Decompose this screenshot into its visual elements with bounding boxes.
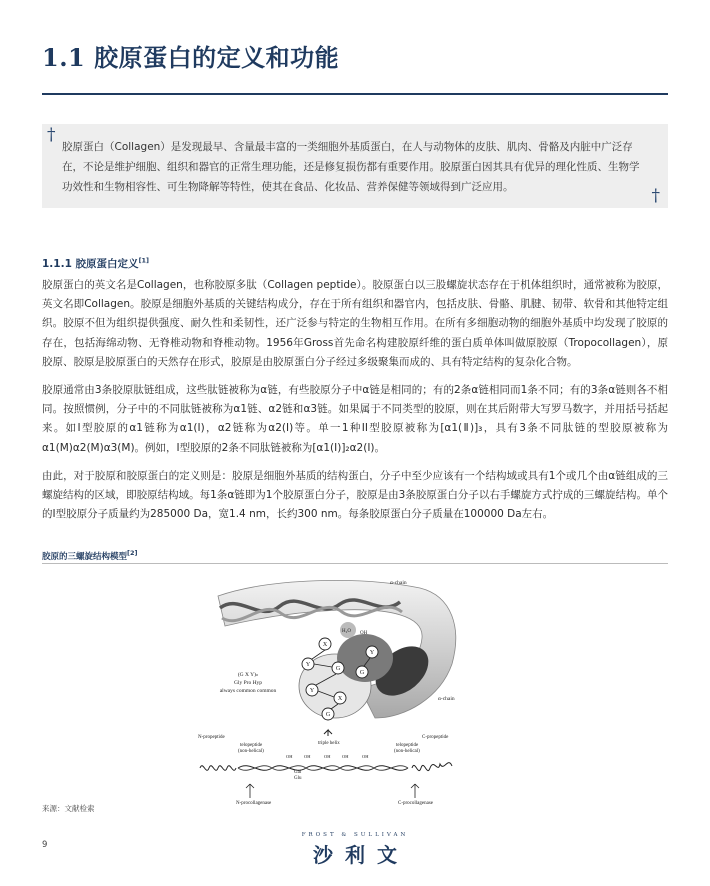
oh-label: OH <box>324 754 331 759</box>
c-procollagenase-label: C-procollagenase <box>398 801 433 806</box>
alpha-chain-label: α-chain <box>438 696 455 702</box>
triple-helix-chain <box>238 766 408 771</box>
collagen-triple-helix-figure <box>190 568 480 808</box>
paragraph: 胶原通常由3条胶原肽链组成，这些肽链被称为α链，有些胶原分子中α链是相同的；有的2条α链相同而1条不同；有的3条α链则各不相同。按照惯例，分子中的不同肽链被称为α1链、α2链和α3链。如果属于不同类型的胶原，则在其后附带大写罗马数字，并用括号括起来。如I型胶原的α1链称为α1(I)，α2链称为α2(I)等。单一1种II型胶原被称为[α1(Ⅱ)]₃，具有3条不同肽链的型胶原被称为α1(M)α2(M)α3(M)。例如，I型胶原的2条不同肽链被称为[α1(I)]₂α2(I)。 <box>42 384 668 454</box>
water-label: H₂O <box>342 629 351 634</box>
residue-g: G <box>359 670 365 676</box>
non-helical-label: (non-helical) <box>394 749 420 754</box>
residue-x: X <box>337 696 343 702</box>
oh-label: OH <box>286 754 293 759</box>
page-title: 1.1 胶原蛋白的定义和功能 <box>42 43 340 72</box>
section-heading-text: 1.1.1 胶原蛋白定义 <box>42 258 139 270</box>
logo-english: FROST & SULLIVAN <box>301 832 409 838</box>
summary-text: 胶原蛋白（Collagen）是发现最早、含量最丰富的一类细胞外基质蛋白，在人与动物体的皮肤、肌肉、骨骼及内脏中广泛存在，不论是维护细胞、组织和器官的正常生理功能，还是修复损伤都有重要作用。胶原蛋白因其具有优异的理化性质、生物学功效性和生物相容性、可生物降解等特性，使其在食品、化妆品、营养保健等领域得到广泛应用。 <box>62 141 640 193</box>
residue-g: G <box>325 712 331 718</box>
telopeptide-label: telopeptide <box>240 743 263 748</box>
oh-label: OH <box>342 754 349 759</box>
alpha-chain-label: α-chain <box>390 580 407 586</box>
body-text <box>42 276 668 533</box>
title-divider <box>42 93 668 95</box>
residue-y: Y <box>309 688 315 694</box>
figure-reference: [2] <box>127 549 138 557</box>
figure-title-text: 胶原的三螺旋结构模型 <box>42 551 128 562</box>
figure-source: 来源：文献检索 <box>42 804 95 813</box>
paragraph: 由此，对于胶原和胶原蛋白的定义则是：胶原是细胞外基质的结构蛋白，分子中至少应该有一个结构域或具有1个或几个由α链组成的三螺旋结构的区域，即胶原结构域。每1条α链即为1个胶原蛋白分子，胶原是由3条胶原蛋白分子以右手螺旋方式拧成的三螺旋结构。单个的I型胶原分子质量约为285000 Da，宽1.4 nm，长约300 nm。每条胶原蛋白分子质量在100000 Da左右。 <box>42 469 668 521</box>
formula-residues-label: Gly Pro Hyp <box>233 680 263 686</box>
logo-chinese: 沙利文 <box>313 843 409 867</box>
glu-label: Glu <box>294 776 302 781</box>
formula-label: (G X Y)ₙ <box>237 672 259 678</box>
residue-y: Y <box>305 662 311 668</box>
residue-g: G <box>335 666 341 672</box>
n-procollagenase-label: N-procollagenase <box>236 801 272 806</box>
gal-label: Gal <box>294 770 302 775</box>
residue-y: Y <box>369 650 375 656</box>
n-propeptide-label: N-propeptide <box>198 735 225 740</box>
non-helical-label: (non-helical) <box>238 749 264 754</box>
c-propeptide-label: C-propeptide <box>422 735 449 740</box>
dagger-mark-top: † <box>47 125 56 145</box>
dagger-mark-bottom: † <box>651 186 660 206</box>
residue-x: X <box>322 642 328 648</box>
oh-label: OH <box>360 631 368 636</box>
frost-sullivan-logo <box>270 832 440 868</box>
oh-label: OH <box>304 754 311 759</box>
telopeptide-label: telopeptide <box>396 743 419 748</box>
triple-helix-label: triple helix <box>318 741 340 746</box>
oh-label: OH <box>362 754 369 759</box>
section-reference: [1] <box>138 256 150 265</box>
figure-title <box>42 549 137 562</box>
coiled-chain <box>200 766 236 771</box>
triple-helix-arrow <box>324 730 332 736</box>
page-number: 9 <box>42 840 48 850</box>
section-heading <box>42 256 149 271</box>
figure-divider <box>42 563 668 564</box>
coiled-chain <box>412 763 452 771</box>
summary-box <box>42 124 668 208</box>
formula-note-label: always common common <box>219 688 277 694</box>
paragraph: 胶原蛋白的英文名是Collagen，也称胶原多肽（Collagen peptide）。胶原蛋白以三股螺旋状态存在于机体组织时，通常被称为胶原，英文名即Collagen。胶原是细胞外基质的关键结构成分，存在于所有组织和器官内，包括皮肤、骨骼、肌腱、韧带、软骨和其他特定组织。胶原不但为组织提供强度、耐久性和柔韧性，还广泛参与特定的生物相互作用。在所有多细胞动物的细胞外基质中均发现了胶原的存在，包括海绵动物、无脊椎动物和脊椎动物。1956年Gross首先命名构建胶原纤维的蛋白质单体叫做原胶原（Tropocollagen），原胶原、胶原是胶原蛋白的天然存在形式，胶原是由胶原蛋白分子经过多级聚集而成的、具有特定结构的复杂化合物。 <box>42 279 668 368</box>
